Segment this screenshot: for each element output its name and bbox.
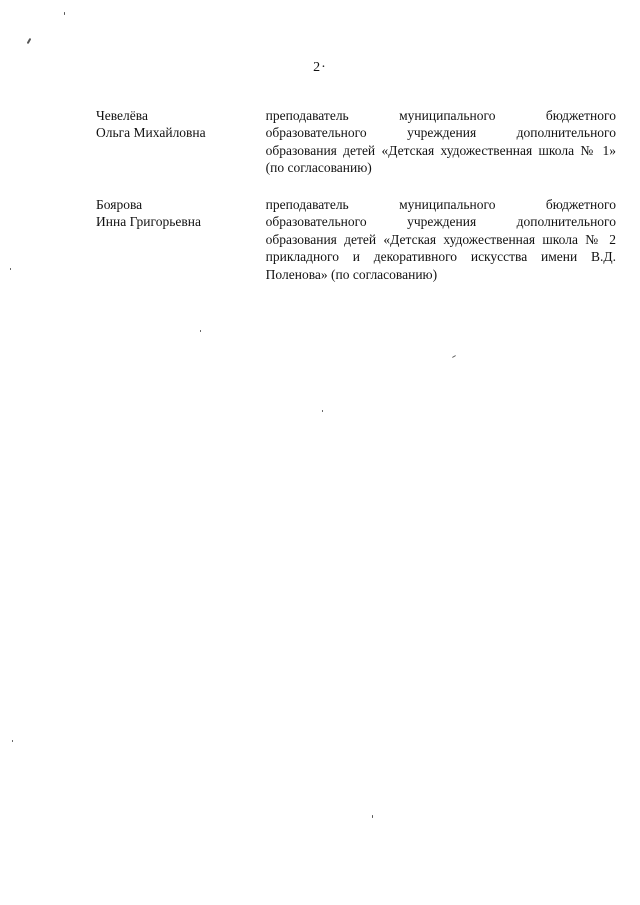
member-surname: Чевелёва bbox=[96, 108, 148, 123]
scan-speck bbox=[372, 815, 373, 818]
scan-speck bbox=[27, 38, 32, 44]
member-name bbox=[96, 196, 266, 283]
member-role: преподаватель муниципального бюджетного образовательного учреждения дополнительного образования детей «Детская художественная школа № 1» (по согласованию) bbox=[265, 108, 616, 176]
member-row bbox=[96, 196, 616, 283]
member-row bbox=[96, 107, 616, 177]
scan-speck bbox=[452, 355, 456, 358]
member-given-names: Инна Григорьевна bbox=[96, 214, 201, 230]
member-name bbox=[96, 107, 266, 177]
scan-speck bbox=[322, 410, 323, 412]
scan-speck bbox=[12, 740, 13, 742]
scan-speck bbox=[200, 330, 201, 332]
member-surname: Боярова bbox=[96, 197, 143, 212]
member-given-names: Ольга Михайловна bbox=[96, 125, 206, 141]
member-role: преподаватель муниципального бюджетного образовательного учреждения дополнительного образования детей «Детская художественная школа № 2 прикладного и декоративного искусства имени В.Д. Поленова» (по согласованию) bbox=[265, 197, 616, 282]
page-number: 2· bbox=[313, 60, 327, 75]
scan-speck bbox=[10, 268, 11, 270]
scan-speck bbox=[64, 12, 65, 15]
